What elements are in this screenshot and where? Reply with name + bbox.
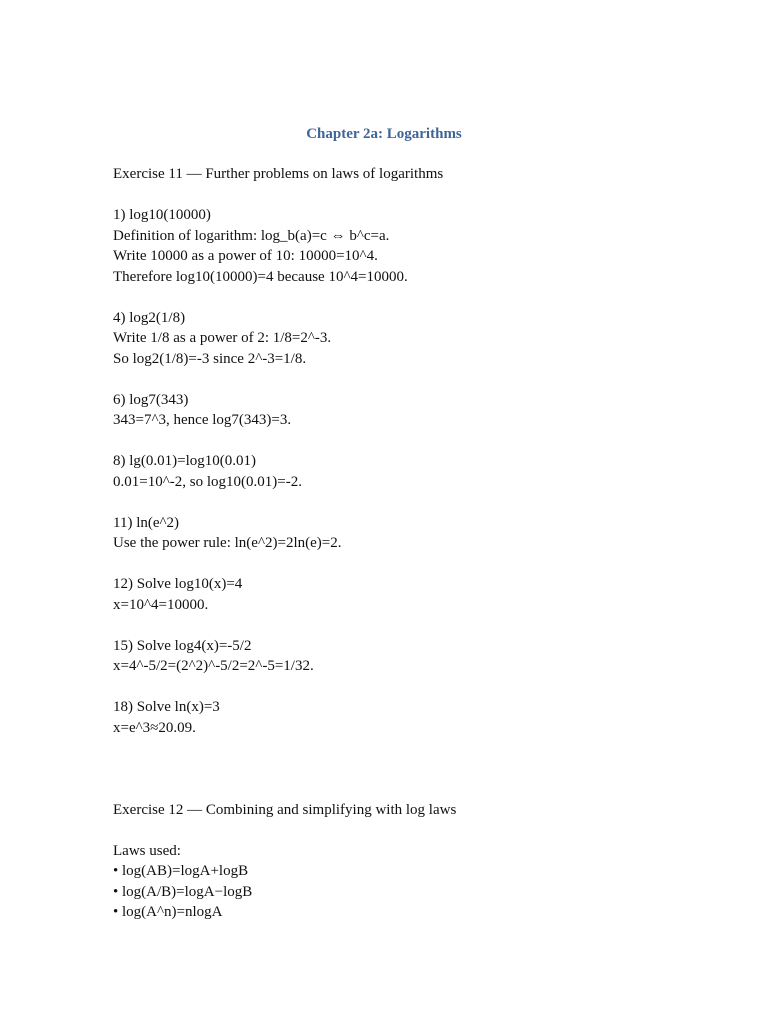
problem-step: Use the power rule: ln(e^2)=2ln(e)=2. xyxy=(113,535,342,551)
problem-label: 15) Solve log4(x)=-5/2 xyxy=(113,637,252,654)
spacer xyxy=(113,554,713,575)
law-item: • log(A/B)=logA−logB xyxy=(113,883,253,900)
problem-label: 4) log2(1/8) xyxy=(113,309,186,326)
problem-step: Write 1/8 as a power of 2: 1/8=2^-3. xyxy=(113,330,332,346)
problem-step: 0.01=10^-2, so log10(0.01)=-2. xyxy=(113,473,302,490)
spacer xyxy=(113,287,713,308)
laws-heading: Laws used: xyxy=(113,842,181,859)
spacer xyxy=(113,738,713,800)
spacer xyxy=(113,369,713,390)
spacer xyxy=(113,431,713,452)
problem-label: 8) lg(0.01)=log10(0.01) xyxy=(113,453,257,469)
exercise-11-heading: Exercise 11 — Further problems on laws of logarithms xyxy=(113,166,444,182)
problem-step: Therefore log10(10000)=4 because 10^4=10000. xyxy=(113,268,408,285)
spacer xyxy=(113,185,713,206)
spacer xyxy=(113,677,713,698)
document-body xyxy=(113,164,713,923)
problem-step: So log2(1/8)=-3 since 2^-3=1/8. xyxy=(113,350,307,367)
problem-label: 18) Solve ln(x)=3 xyxy=(113,699,220,715)
problem-label: 11) ln(e^2) xyxy=(113,514,180,531)
law-item: • log(A^n)=nlogA xyxy=(113,904,223,920)
spacer xyxy=(113,615,713,636)
problem-step: x=4^-5/2=(2^2)^-5/2=2^-5=1/32. xyxy=(113,658,314,674)
spacer xyxy=(113,492,713,513)
problem-label: 12) Solve log10(x)=4 xyxy=(113,576,243,592)
problem-step: x=10^4=10000. xyxy=(113,596,209,613)
problem-step: Definition of logarithm: log_b(a)=c ⇔ b^c=a. xyxy=(113,227,390,244)
spacer xyxy=(113,820,713,841)
problem-label: 6) log7(343) xyxy=(113,391,189,408)
problem-step: Write 10000 as a power of 10: 10000=10^4. xyxy=(113,248,378,264)
law-item: • log(AB)=logA+logB xyxy=(113,863,249,879)
problem-label: 1) log10(10000) xyxy=(113,207,211,223)
chapter-title: Chapter 2a: Logarithms xyxy=(306,126,462,142)
exercise-12-heading: Exercise 12 — Combining and simplifying with log laws xyxy=(113,801,457,818)
problem-step: x=e^3≈20.09. xyxy=(113,719,196,736)
problem-step: 343=7^3, hence log7(343)=3. xyxy=(113,412,292,428)
